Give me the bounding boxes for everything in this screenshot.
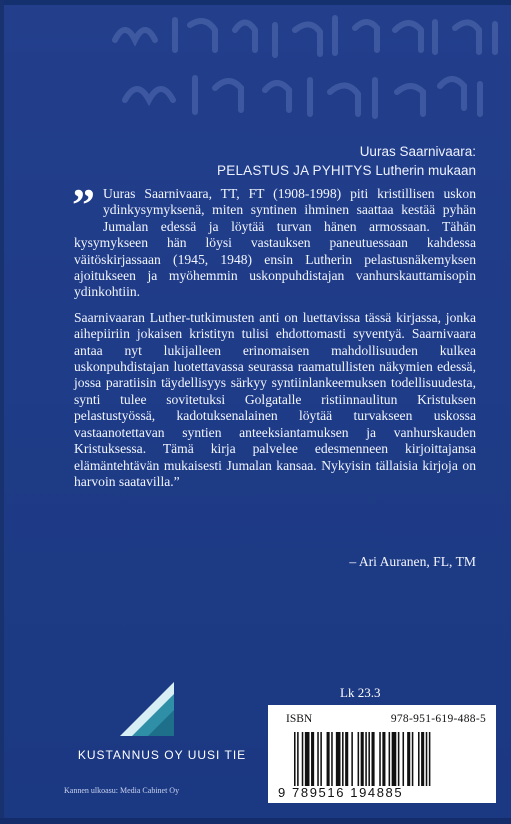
isbn-number: 978-951-619-488-5 (390, 713, 486, 725)
barcode-bar (403, 732, 405, 786)
publisher-name: KUSTANNUS OY UUSI TIE (77, 748, 247, 762)
barcode-bar (398, 732, 400, 786)
isbn-label: ISBN (286, 713, 313, 725)
blackletter-watermark (105, 0, 511, 140)
title-rest: Lutherin mukaan (375, 163, 476, 178)
barcode-bar (302, 732, 304, 786)
barcode-icon (294, 732, 490, 786)
barcode-bar (331, 732, 333, 786)
barcode-bar (421, 732, 424, 786)
left-edge (0, 0, 4, 824)
barcode-bar (361, 732, 364, 786)
barcode-bar (372, 732, 375, 786)
barcode-bar (336, 732, 341, 786)
barcode-bar (426, 732, 428, 786)
barcode-bar (368, 732, 370, 786)
barcode-bar (297, 732, 299, 786)
barcode-bar (412, 732, 414, 786)
blurb-paragraph-2: Saarnivaaran Luther-tutkimusten anti on luettavissa tässä kirjassa, jonka aihepiiriin jokaisen kristityn tulisi ehdottomasti syventyä. Saarnivaara antaa nyt lukijalleen erinomaisen mahdollisuuden kulkea uskonpuhdistajan luotettavassa seurassa raamatullisten näkymien edessä, jossa paratiisin täydellisyys särkyy syntiinlankeemuksen todellisuudesta, synti tulee sovitetuksi Golgatalle ristiinnaulitun Kristuksen pelastustyössä, kadotuksenalainen löytää turvakseen uskossa vastaanotettavan syntien anteeksiantamuksen ja vanhurskauden Kristuksessa. Tämä kirja palvelee edesmenneen kirjoittajansa elämäntehtävän mukaisesti Jumalan kansaa. Nykyisin tällaisia kirjoja on harvoin saatavilla.” (74, 309, 476, 489)
barcode-bar (294, 732, 296, 786)
barcode-bar (418, 732, 420, 786)
quote-mark-icon: ” (72, 179, 95, 230)
title-caps: PELASTUS JA PYHITYS (217, 163, 372, 178)
triangle-logo-icon (118, 680, 176, 738)
author-line: Uuras Saarnivaara: (359, 144, 476, 159)
barcode-bar (311, 732, 314, 786)
cover-credit: Kannen ulkoasu: Media Cabinet Oy (64, 786, 180, 795)
barcode-bar (317, 732, 319, 786)
barcode-bar (379, 732, 381, 786)
title-line (60, 161, 476, 180)
library-classification: Lk 23.3 (340, 685, 381, 700)
barcode-bar (345, 732, 348, 786)
barcode-bar (392, 732, 397, 786)
attribution: – Ari Auranen, FL, TM (349, 554, 476, 569)
isbn-barcode-box (268, 705, 496, 803)
barcode-bar (389, 732, 391, 786)
barcode-bar (365, 732, 367, 786)
barcode-bar (358, 732, 360, 786)
barcode-bar (382, 732, 385, 786)
book-heading (60, 142, 476, 180)
barcode-bar (305, 732, 310, 786)
barcode-bar (320, 732, 322, 786)
blurb-paragraph-1 (72, 179, 476, 301)
barcode-bar (407, 732, 410, 786)
barcode-bar (351, 732, 353, 786)
bottom-edge (0, 818, 511, 824)
barcode-digits: 9 789516 194885 (278, 785, 404, 800)
blurb (72, 179, 476, 499)
paragraph-1-text: Uuras Saarnivaara, TT, FT (1908-1998) piti kristillisen uskon ydinkysymyksenä, miten syntinen ihminen saattaa kestää pyhän Jumalan edessä ja löytää turvan hänen armossaan. Tähän kysymykseen hän löysi vastauksen paneutuessaan kahdessa väitöskirjassaan (1945, 1948) ensin Lutherin pelastusnäkemyksen ajoitukseen ja myöhemmin uskonpuhdistajan vanhurskauttamisopin ydinkohtiin. (74, 186, 476, 300)
barcode-bar (327, 732, 330, 786)
barcode-bar (342, 732, 344, 786)
barcode-bar (429, 732, 431, 786)
